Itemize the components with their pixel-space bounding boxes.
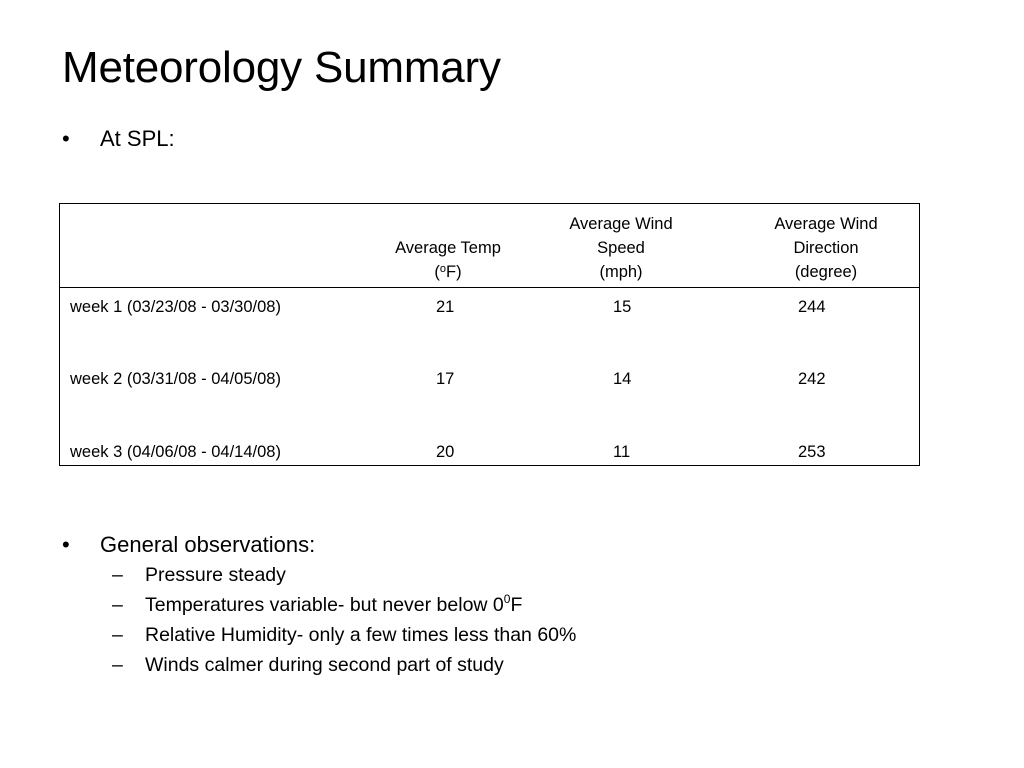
header-temp-degree: o	[439, 263, 447, 275]
header-dir-line3: (degree)	[794, 263, 858, 281]
row-label: week 3 (04/06/08 - 04/14/08)	[70, 443, 281, 461]
header-temp-open: (	[434, 263, 440, 281]
bullet-text: At SPL:	[100, 126, 175, 151]
observation-text	[145, 593, 522, 619]
header-temp-close: F)	[446, 263, 462, 281]
header-speed-line2: Speed	[597, 239, 645, 257]
header-dir-line2: Direction	[793, 239, 859, 257]
row-direction: 242	[798, 370, 826, 388]
header-average-wind-direction	[736, 212, 916, 284]
observation-text: Winds calmer during second part of study	[145, 654, 504, 676]
dash-marker: –	[112, 624, 123, 646]
row-temp: 21	[436, 298, 455, 316]
row-speed: 15	[613, 298, 632, 316]
row-temp: 17	[436, 370, 455, 388]
bullet-dot: •	[62, 126, 70, 151]
header-average-wind-speed	[546, 212, 696, 284]
observation-superscript: 0	[503, 592, 511, 606]
header-temp-line1: Average Temp	[395, 239, 501, 257]
dash-marker: –	[112, 594, 123, 616]
header-divider	[60, 287, 919, 288]
header-speed-line3: (mph)	[599, 263, 643, 281]
bullet-at-spl	[62, 126, 362, 152]
dash-marker: –	[112, 564, 123, 586]
table-row	[60, 440, 919, 464]
row-label: week 1 (03/23/08 - 03/30/08)	[70, 298, 281, 316]
header-dir-line1: Average Wind	[774, 215, 878, 233]
observation-text-main: Temperatures variable- but never below 0	[145, 594, 504, 616]
slide-title: Meteorology Summary	[62, 43, 501, 92]
header-average-temp	[360, 236, 536, 286]
table-row	[60, 367, 919, 391]
observation-text: Relative Humidity- only a few times less than 60%	[145, 624, 577, 646]
header-speed-line1: Average Wind	[569, 215, 673, 233]
meteorology-table	[59, 203, 920, 466]
table-row	[60, 295, 919, 319]
row-direction: 253	[798, 443, 826, 461]
row-label: week 2 (03/31/08 - 04/05/08)	[70, 370, 281, 388]
bullet-dot: •	[62, 532, 70, 557]
header-temp-line2	[360, 260, 536, 286]
bullet-general-observations	[62, 532, 462, 558]
row-speed: 14	[613, 370, 632, 388]
observation-text-unit: F	[510, 594, 523, 616]
row-direction: 244	[798, 298, 826, 316]
row-temp: 20	[436, 443, 455, 461]
observation-text: Pressure steady	[145, 564, 286, 586]
bullet-text: General observations:	[100, 532, 316, 557]
dash-marker: –	[112, 654, 123, 676]
row-speed: 11	[613, 443, 631, 461]
